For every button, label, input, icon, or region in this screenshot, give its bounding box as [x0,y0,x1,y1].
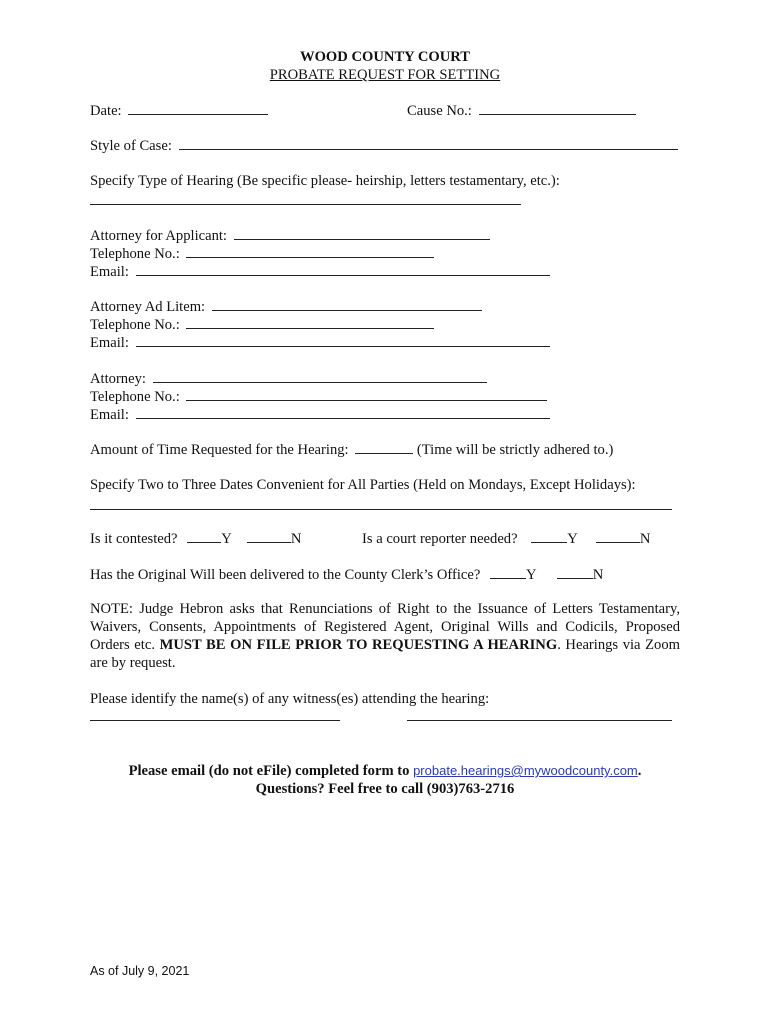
email-suffix: . [637,763,642,779]
attorney-ad-litem-row [90,297,482,316]
time-row [90,440,613,459]
attorney-applicant-label: Attorney for Applicant: [90,228,227,244]
hearing-type-label: Specify Type of Hearing (Be specific please- heirship, letters testamentary, etc.): [90,173,560,189]
note-outro: . Hearings via Zoom are by request. [90,637,680,671]
applicant-email-label: Email: [90,264,129,280]
applicant-email-field[interactable] [136,262,550,276]
as-of-date: As of July 9, 2021 [90,964,190,978]
will-yes-field[interactable] [490,565,526,579]
reporter-no-label: N [639,531,651,547]
cause-label: Cause No.: [407,103,472,119]
reporter-no-field[interactable] [596,529,640,543]
cause-row [407,101,636,120]
style-label: Style of Case: [90,138,172,154]
ad-litem-email-label: Email: [90,335,129,351]
contested-no-label: N [290,531,302,547]
note-emphasis: MUST BE ON FILE PRIOR TO REQUESTING A HEARING [159,637,558,653]
time-note: (Time will be strictly adhered to.) [416,442,614,458]
hearing-type-field[interactable] [90,204,521,205]
attorney-ad-litem-field[interactable] [212,297,482,311]
applicant-phone-label: Telephone No.: [90,246,180,262]
cause-field[interactable] [479,101,636,115]
dates-label: Specify Two to Three Dates Convenient for All Parties (Held on Mondays, Except Holidays): [90,477,636,493]
email-link[interactable]: probate.hearings@mywoodcounty.com [413,763,638,778]
style-row [90,136,678,155]
contested-row [90,529,301,548]
court-title: WOOD COUNTY COURT [299,49,471,65]
applicant-phone-row [90,244,434,263]
reporter-yes-label: Y [567,531,578,547]
will-yes-label: Y [526,567,537,583]
date-row [90,101,268,120]
contested-yes-field[interactable] [187,529,221,543]
style-field[interactable] [179,136,678,150]
attorney-applicant-row [90,226,490,245]
phone-line: Questions? Feel free to call (903)763-2716 [255,781,515,797]
contested-label: Is it contested? [90,531,178,547]
will-no-label: N [592,567,604,583]
ad-litem-email-field[interactable] [136,333,550,347]
time-field[interactable] [355,440,413,454]
attorney-ad-litem-label: Attorney Ad Litem: [90,299,206,315]
reporter-label: Is a court reporter needed? [362,531,518,547]
email-instruction [0,762,770,780]
time-label: Amount of Time Requested for the Hearing: [90,442,349,458]
reporter-row [362,529,650,548]
attorney-email-row [90,405,550,424]
will-no-field[interactable] [557,565,593,579]
ad-litem-phone-row [90,315,434,334]
contested-yes-label: Y [221,531,232,547]
ad-litem-phone-field[interactable] [186,315,434,329]
attorney-email-field[interactable] [136,405,550,419]
attorney-label: Attorney: [90,371,146,387]
witness-field-2[interactable] [407,720,672,721]
witness-field-1[interactable] [90,720,340,721]
date-label: Date: [90,103,122,119]
will-row [90,565,603,584]
form-title: PROBATE REQUEST FOR SETTING [269,67,501,83]
note-intro: NOTE: Judge Hebron asks that Renunciations of Right to the Issuance of Letters Testamentary, Waivers, Consents, Appointments of Registered Agent, Original Wills and Codicils, Proposed Orders etc. [90,601,680,653]
ad-litem-phone-label: Telephone No.: [90,317,180,333]
attorney-row [90,369,487,388]
applicant-email-row [90,262,550,281]
note-paragraph [90,600,680,672]
attorney-field[interactable] [153,369,487,383]
witness-label: Please identify the name(s) of any witness(es) attending the hearing: [90,691,490,707]
will-label: Has the Original Will been delivered to the County Clerk’s Office? [90,567,481,583]
contested-no-field[interactable] [247,529,291,543]
email-instruction-text: Please email (do not eFile) completed form to [128,763,410,779]
attorney-applicant-field[interactable] [234,226,490,240]
ad-litem-email-row [90,333,550,352]
attorney-phone-row [90,387,547,406]
reporter-yes-field[interactable] [531,529,567,543]
attorney-email-label: Email: [90,407,129,423]
attorney-phone-label: Telephone No.: [90,389,180,405]
attorney-phone-field[interactable] [186,387,547,401]
date-field[interactable] [128,101,268,115]
dates-field[interactable] [90,509,672,510]
applicant-phone-field[interactable] [186,244,434,258]
